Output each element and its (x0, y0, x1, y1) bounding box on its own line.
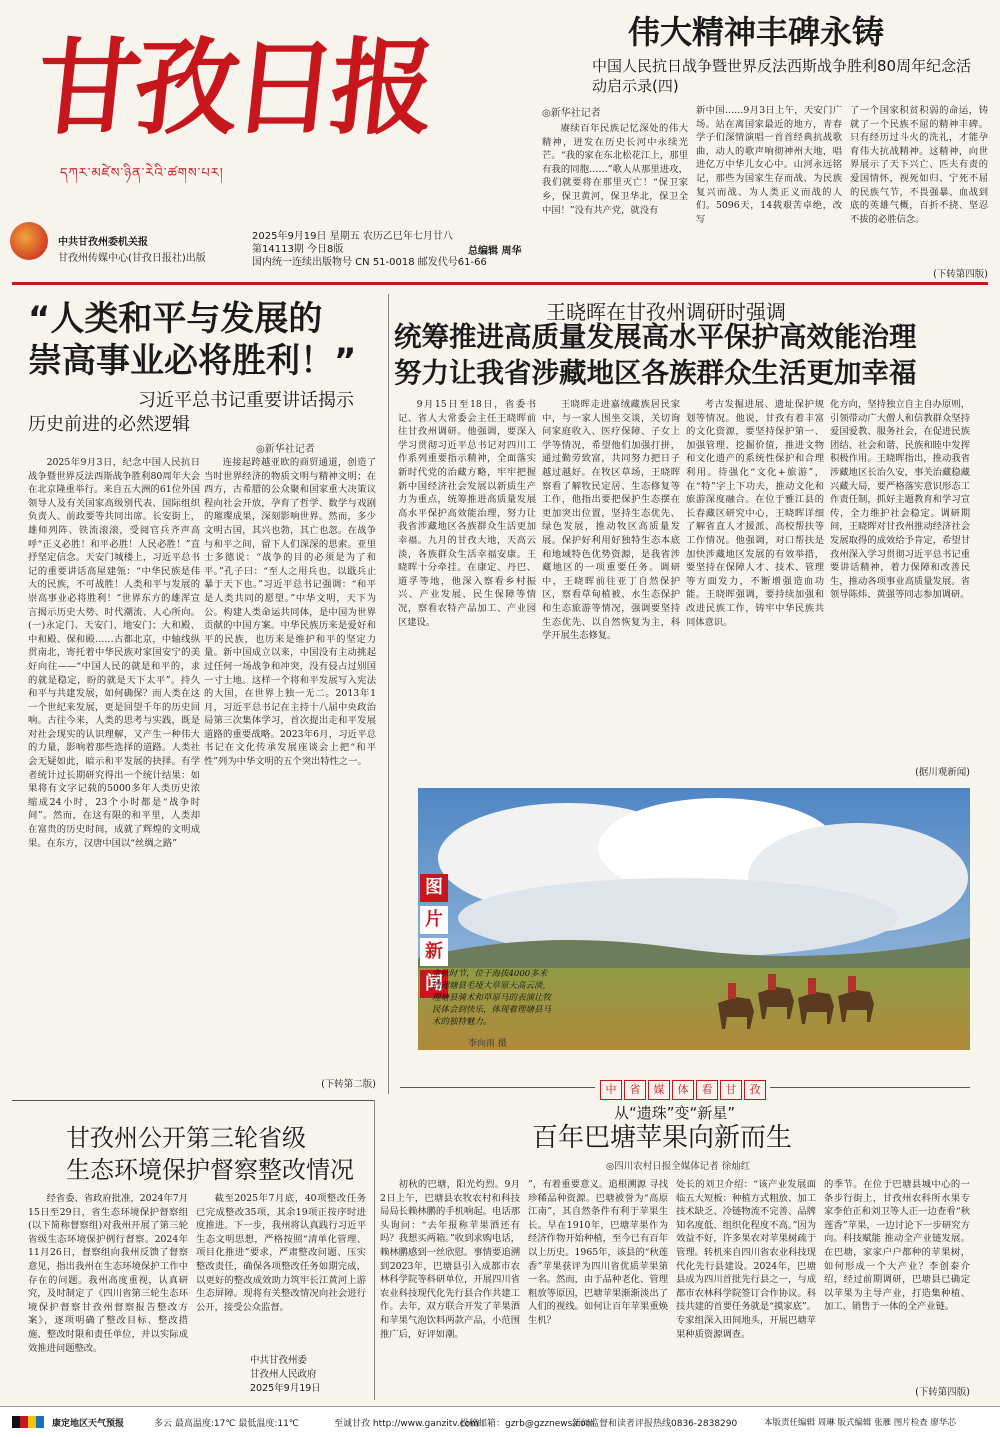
media-label-char: 体 (672, 1080, 694, 1100)
lead-byline: ◎新华社记者 (256, 444, 315, 455)
lead-col2: 连接起跨越亚欧的商贸通道，创造了当时世界经济的物质文明与精神文明；在西方，古希腊的公众聚和国家重大决策议程向社会开放，孕育了哲学、数学与戏剧的璀璨成果，深刻影响世界。然而，多少文明古国，其兴也勃，其亡也忽。在战争与和平之间，留下人们深深的思索。亚里士多德说：“战争的目的必须是为了和平。”孔子曰：“至人之用兵也，以戢兵止暴于天下也。”习近平总书记强调：“和平是人类共同的愿望。”中华文明，天下为公。构建人类命运共同体，是中国为世界贡献的中国方案。中华民族历来是爱好和平的民族，也历来是维护和平的坚定力量。新中国成立以来，中国没有主动挑起过任何一场战争和冲突，没有侵占过别国一寸土地。这样一个将和平发展写入宪法的大国，在世界上独一无二。2013年1月，习近平总书记在主持十八届中央政治局第三次集体学习，首次提出走和平发展道路的重要战略。2023年6月，习近平总书记在文化传承发展座谈会上把“和平性”列为中华文明的五个突出特性之一。 (204, 457, 376, 768)
media-rule-right (770, 1087, 970, 1088)
media-byline: ◎四川农村日报全媒体记者 徐灿红 (606, 1161, 751, 1172)
top-right-byline: ◎新华社记者 (542, 108, 601, 119)
lead-headline-line1: “人类和平与发展的 (28, 299, 323, 339)
wang-headline-line1: 统筹推进高质量发展高水平保护高效能治理 (394, 321, 917, 353)
lead-col1: 2025年9月3日，纪念中国人民抗日战争暨世界反法西斯战争胜利80周年大会在北京隆重举行。来自五大洲的61位外国领导人及有关国家高级别代表、国际组织负责人、前政要等共同出席。长安街上，雄师列阵、铁流滚滚，受阅官兵齐声高呼“正义必胜！和平必胜！人民必胜！”直抒坚定信念。天安门城楼上，习近平总书记的重要讲话高屋建瓴：“中华民族是伟大的民族，不可战胜！人类和平与发展的崇高事业必将胜利！”世界东方的雄浑宣言揭示历史大势、时代潮流、人心所向。(一)永定门、天安门、地安门；大和殿、中和殿、保和殿……古都北京，中轴线纵贯南北，寄托着中华民族对家国安宁的美好向往——“中国人民的就是和平的，求的就是稳定，盼的就是天下太平”。持久和平与共建发展，如何确保？而人类在这一个世纪来发展，更是回望千年的历史回响。古往今来，人类的思考与实践，既是对社会现实的认识理解，又产生一种伟大的力量，影响着那些选择的道路。人类社会无疑如此，暗示和平发展的抉择。有学者统计过长期研究得出一个统计结果：如果将有文字记载的5000多年人类历史浓缩成24小时，23个小时都是“战争时间”。然而，在这有限的和平里，人类却在富贵的历史时间，成就了辉煌的文明成果。在东方，汉唐中国以“丝绸之路” (28, 457, 200, 849)
issue-line: 第14113期 今日8版 (252, 244, 344, 255)
lead-headline-line2: 崇高事业必将胜利！” (28, 341, 357, 381)
media-label-char: 省 (624, 1080, 646, 1100)
publisher-line1: 中共甘孜州委机关报 (58, 237, 148, 248)
press-emblem-icon (10, 222, 48, 260)
photo-tag-char: 新 (420, 938, 448, 966)
wang-col3: 考古发掘进展、遗址保护规划等情况。他说，甘孜有着丰富的文化资源，要坚持保护第一、加强管理、挖掘价值，推进文物和文化遗产的系统性保护和合理利用。待强化“文化+旅游”，在“特”字上下功夫，推动文化和旅游深度融合。在位于雅江县的长春藏区研究中心，王晓晖详细了解省直人才援派、高校帮扶等工作情况。他强调，对口帮扶是加快涉藏地区发展的有效举措，要坚持在保障人才、技术、管理等方面发力，不断增强造血功能。王晓晖强调，要持续加强和改进民族工作，铸牢中华民族共同体意识。 (686, 399, 824, 628)
env-col1: 经省委、省政府批准，2024年7月15日至29日，省生态环境保护督察组(以下简称督察组)对我州开展了第三轮省级生态环境保护例行督察。2024年11月26日，督察组向我州反馈了督察意见，指出我州在生态环境保护工作中存在的问题。我州高度重视，认真研究，及时制定了《四川省第三轮生态环境保护督察甘孜州督察报告整改方案》，逐项明确了整改目标、整改措施、整改时限和责任单位，并以实际成效推进问题整改。 (28, 1193, 188, 1354)
media-label-char: 媒 (648, 1080, 670, 1100)
media-col3: 处长的刘卫介绍：“该产业发展面临五大短板：种植方式粗放、加工技术缺乏、冷链物流不完善、品牌知名度低、组织化程度不高。”因为效益不好，许多果农对苹果树疏于管理。转机来自四川省农业科技现代化先行县建设。2024年，巴塘县成为四川首批先行县之一，与成都市农林科学院签订合作协议。科技共建的首要任务就是“摸家底”。专家组深入田间地头，开展巴塘苹果种质资源调查。 (676, 1179, 816, 1340)
media-col2: ”，有着重要意义。追根溯源 寻找珍稀品种资源。巴塘被誉为“高原江南”，其自然条件有利于苹果生长。早在1910年，巴塘苹果作为经济作物开始种植，至今已有百年以上历史。1965年，该县的“秋莲香”苹果获评为四川省优质苹果第一名。然而，由于品种老化、管理粗放等原因，巴塘苹果渐渐淡出了人们的视线。如何让百年苹果重焕生机？ (528, 1179, 668, 1326)
website-link[interactable]: 至诚甘孜 http://www.ganzitv.com (334, 1419, 479, 1429)
wang-col1: 9月15日至18日，省委书记、省人大常委会主任王晓晖前往甘孜州调研。他强调，要深入学习贯彻习近平总书记对四川工作系列重要指示精神，全面落实新时代党的治藏方略，牢牢把握新中国经济社会发展以新质生产力为重点，统筹推进高质量发展高水平保护高效能治理，努力让我省涉藏地区各族群众生活更加幸福。九月的甘孜大地，天高云淡，各族群众生活幸福安康。王晓晖十分牵挂。在康定、丹巴、道孚等地，他深入察看乡村振兴、产业发展、民生保障等情况，察看农特产品加工、产业园区建设。 (398, 399, 536, 628)
masthead-rule (12, 282, 988, 285)
top-right-col1: 赓续百年民族记忆深处的伟大精神，迸发在历史长河中永续光芒。“我的家在东北松花江上，那里有我的同胞……”歌人从那里进攻，我们就要将在那里灭亡！“保卫家乡，保卫黄河，保卫华北，保卫全中国！”没有共产党，就没有 (542, 123, 688, 216)
reader-hotline: 新闻监督和读者评报热线0836-2838290 (572, 1419, 738, 1429)
wang-col4: 化方向，坚持独立自主自办原则，引领带动广大僧人和信教群众坚持爱国爱教、服务社会，在促进民族团结、社会和谐、民族和睦中发挥积极作用。王晓晖指出，推动我省涉藏地区长治久安，事关治藏稳藏兴藏大局，要严格落实意识形态工作责任制，抓好主题教育和学习宣传，全力维护社会稳定。调研期间，王晓晖对甘孜州推动经济社会发展取得的成效给予肯定，希望甘孜州深入学习贯彻习近平总书记重要讲话精神，着力保障和改善民生，推动各项事业高质量发展。省领导陈炜、黄强等同志参加调研。 (830, 399, 970, 601)
media-col4: 的季节。在位于巴塘县城中心的一条步行街上，甘孜州农科所水果专家李伯正和刘卫等人正一边查看“秋莲香”苹果，一边讨论下一步研究方向。科技赋能 推动全产业链发展。在巴塘，家家户户都种的苹果树，如何形成一个大产业？李创泰介绍，经过前期调研，巴塘县已确定以苹果为主导产业，打造集种植、加工、销售于一体的全产业链。 (824, 1179, 970, 1313)
bottom-divider (374, 1100, 375, 1400)
publisher-line2: 甘孜州传媒中心(甘孜日报社)出版 (58, 253, 206, 264)
weather-forecast: 多云 最高温度:17℃ 最低温度:11℃ (154, 1419, 299, 1429)
env-headline-line2: 生态环境保护督察整改情况 (66, 1156, 354, 1184)
photo-tag-char: 闻 (420, 970, 448, 998)
media-headline: 百年巴塘苹果向新而生 (532, 1123, 793, 1153)
photo-tag-char: 图 (420, 874, 448, 902)
env-signer-party: 中共甘孜州委 (250, 1355, 308, 1366)
media-section-label (600, 1078, 768, 1100)
env-signer-gov: 甘孜州人民政府 (250, 1369, 317, 1380)
top-right-subhead: 中国人民抗日战争暨世界反法西斯战争胜利80周年纪念活动启示录(四) (592, 57, 972, 95)
media-label-char: 看 (696, 1080, 718, 1100)
lead-subhead-line1: 习近平总书记重要讲话揭示 (138, 390, 354, 411)
top-right-col2: 新中国……9月3日上午，天安门广场。站在离国家最近的地方，青春学子们深情演唱一首首经典抗战歌曲，动人的歌声响彻神州大地，唱进亿万中华儿女心中。山河永远铭记，那些为国家生存而战、为民族复兴而战、为人类正义而战的人们。5096天，14载艰苦卓绝，改写 (696, 105, 842, 225)
env-date: 2025年9月19日 (250, 1383, 321, 1394)
chief-editor: 总编辑 周华 (468, 246, 522, 257)
wang-col2: 王晓晖走进嘉绒藏族居民家中，与一家人围坐交谈，关切询问家庭收入、医疗保障、子女上学等情况，希望他们加强打拼，通过勤劳致富，共同努力把日子越过越好。在牧区草场，王晓晖察看了解牧民定居、生态修复等工作，他指出要把保护生态摆在更加突出位置，坚持生态优先、绿色发展，推动牧区高质量发展。保护好利用好独特生态本底和地域特色优势资源，是我省涉藏地区的一项重要任务。调研中，王晓晖前往亚丁自然保护区，察看草甸植被、水生态保护和生态旅游等情况，强调要坚持生态优先、以自然恢复为主，科学开展生态修复。 (542, 399, 680, 642)
media-rule-left (400, 1087, 595, 1088)
env-col2: 截至2025年7月底，40项整改任务已完成整改35项，其余19项正按序时进度推进。下一步，我州将认真践行习近平生态文明思想，严格按照“清单化管理、项目化推进”要求，严肃整改问题、压实整改责任，确保各项整改任务如期完成，以更好的整改成效助力筑牢长江黄河上游生态屏障。现将有关整改情况向社会进行公开，接受公众监督。 (196, 1193, 366, 1313)
env-headline-line1: 甘孜州公开第三轮省级 (66, 1124, 306, 1152)
top-right-col3: 了一个国家积贫积弱的命运，铸就了一个民族不屈的精神丰碑。只有经历过斗火的洗礼，才能孕育伟大抗战精神。这精神，向世界展示了天下兴亡、匹夫有责的爱国情怀，视死如归、宁死不屈的民族气节，不畏强暴、血战到底的英雄气概，百折不挠、坚忍不拔的必胜信念。 (850, 105, 988, 225)
masthead (12, 8, 532, 218)
submission-email[interactable]: 投稿邮箱：gzrb@gzznews.com (460, 1419, 595, 1429)
media-label-char: 中 (600, 1080, 622, 1100)
wang-kicker: 王晓晖在甘孜州调研时强调 (546, 300, 786, 324)
media-kicker: 从“遗珠”变“新星” (614, 1104, 736, 1122)
wang-headline-line2: 努力让我省涉藏地区各族群众生活更加幸福 (394, 357, 917, 389)
lead-continued: (下转第二版) (321, 1079, 376, 1090)
date-line: 2025年9月19日 星期五 农历乙巳年七月廿八 (252, 231, 453, 242)
media-col1: 初秋的巴塘，阳光灼烈。9月2日上午，巴塘县农牧农村和科技局局长赖林鹏的手机响起。电话那头询问：“去年报称苹果酒还有吗？我想买两箱。”收到求购电话，赖林鹏感到一丝欣慰。事情要追溯到2023年，巴塘县引入成都市农林科学院等科研单位，开展四川省农业科技现代化先行县合作共建工作。去年，双方联合开发了苹果酒和苹果气泡饮料两款产品，小范围推广后，好评如潮。 (380, 1179, 520, 1340)
top-right-continued: (下转第四版) (933, 269, 988, 280)
footer-color-stripes (12, 1416, 44, 1431)
tibetan-title: དཀར་མཛེས་ཉིན་རེའི་ཚགས་པར། (60, 166, 224, 181)
weather-label: 康定地区天气预报 (52, 1419, 125, 1429)
env-top-rule (12, 1100, 374, 1101)
column-divider (388, 294, 389, 1094)
media-label-char: 孜 (744, 1080, 766, 1100)
cn-line: 国内统一连续出版物号 CN 51-0018 邮发代号61-66 (252, 257, 487, 268)
media-continued: (下转第四版) (915, 1387, 970, 1398)
photo-caption: 金秋时节，位于海拔4000多米的理塘县毛垭大草原天高云淡，理塘县骑术和草原马的表演让牧民体会到快乐，体现着理塘县马术的独特魅力。 (432, 969, 552, 1027)
photo-tag-char: 片 (420, 906, 448, 934)
footer-bar (0, 1406, 1000, 1437)
newspaper-logo: 甘孜日报 (30, 26, 436, 149)
page-staff: 本版责任编辑 周琳 版式编辑 张雁 图片检查 廖华芯 (764, 1418, 957, 1428)
top-right-headline: 伟大精神丰碑永铸 (628, 13, 885, 51)
photo-credit: 李向雨 摄 (468, 1039, 507, 1049)
lead-subhead-line2: 历史前进的必然逻辑 (28, 414, 190, 435)
wang-credit: (据川观新闻) (915, 767, 970, 778)
media-label-char: 甘 (720, 1080, 742, 1100)
